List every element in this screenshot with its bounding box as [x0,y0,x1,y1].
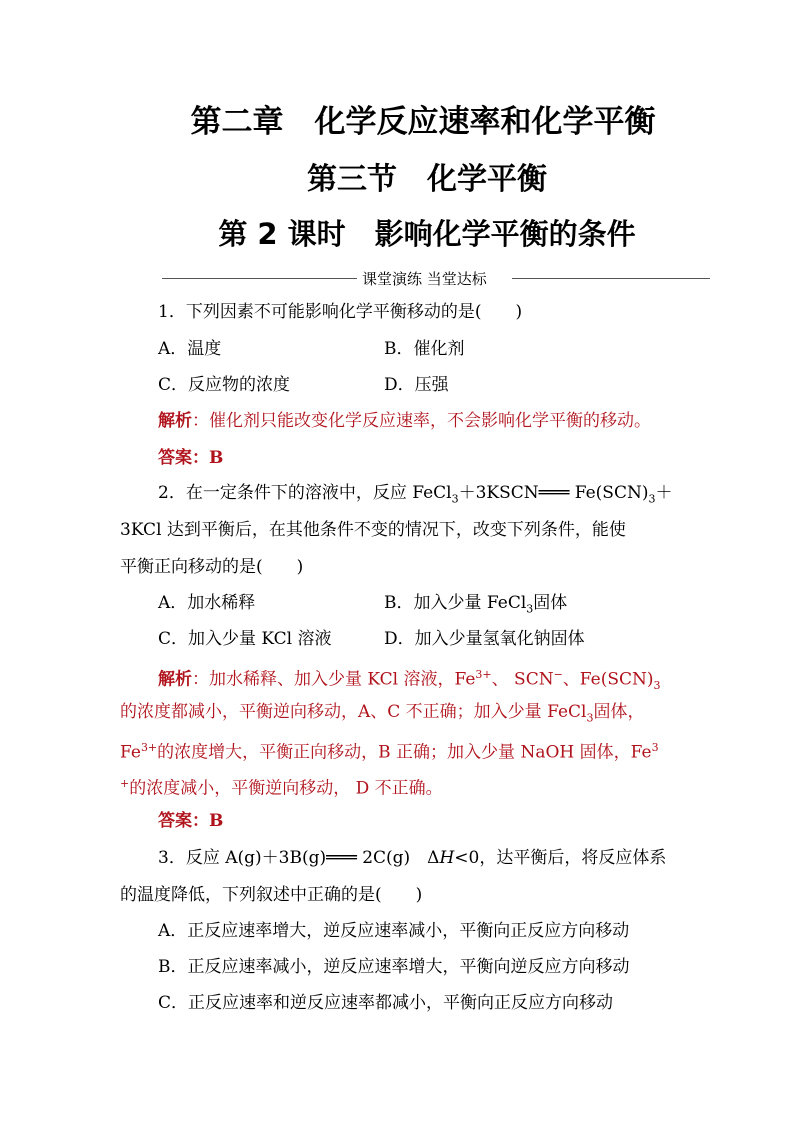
enthalpy-symbol: H [439,848,455,868]
lesson-title: 第 2 课时 影响化学平衡的条件 [218,217,636,251]
q1-option-d: D．压强 [384,375,449,395]
chapter-title: 第二章 化学反应速率和化学平衡 [190,104,656,140]
analysis-label: 解析 [158,669,192,690]
superscript: 3+ [475,668,492,681]
answer-label: 答案 [158,811,192,831]
q2-option-b-text: 固体 [533,593,568,613]
q2-analysis-text: 的浓度都减小，平衡逆向移动，A、C 不正确；加入少量 FeCl [120,702,587,722]
q2-option-b [384,592,567,620]
banner-rule-right [512,278,710,279]
subscript: 3 [526,602,534,616]
q2-analysis-text: Fe [120,742,141,763]
q3-option-a: A．正反应速率增大，逆反应速率减小，平衡向正反应方向移动 [158,921,630,941]
q2-analysis-text: 的浓度减小，平衡逆向移动， D 不正确。 [129,778,443,799]
superscript: + [120,777,130,790]
q3-stem-text: <0，达平衡后，将反应体系 [454,848,667,868]
q3-option-b: B．正反应速率减小，逆反应速率增大，平衡向逆反应方向移动 [158,957,630,977]
section-banner [162,268,710,288]
subscript: 3 [653,679,661,693]
banner-rule-left [162,278,357,279]
q2-answer-value: ：B [192,811,224,831]
q3-stem-line2: 的温度降低，下列叙述中正确的是( ) [120,885,423,905]
q2-option-a: A．加水稀释 [158,593,256,613]
q1-analysis [158,410,651,432]
q2-analysis-line4 [120,773,443,800]
q2-analysis-line1 [158,664,661,697]
q2-stem-line1 [158,482,672,510]
q1-option-b: B．催化剂 [384,339,465,359]
q2-stem-text: ＋ [655,483,673,503]
banner-label: 课堂演练 当堂达标 [362,270,487,288]
q2-analysis-line2 [120,701,644,729]
q2-analysis-text: 、Fe(SCN) [562,669,654,690]
q2-stem-text: ＋3KSCN═══ Fe(SCN) [458,483,649,503]
q1-answer [158,447,223,469]
q2-analysis-text: 固体， [593,702,645,722]
q2-stem-line3: 平衡正向移动的是( ) [120,557,304,577]
superscript: − [553,668,563,681]
q3-option-c: C．正反应速率和逆反应速率都减小，平衡向正反应方向移动 [158,993,614,1013]
q3-stem-line1 [158,847,666,869]
analysis-label: 解析 [158,411,192,431]
q2-analysis-text: ：加水稀释、加入少量 KCl 溶液，Fe [192,669,476,690]
q2-stem-text: 2．在一定条件下的溶液中，反应 FeCl [158,483,452,503]
q2-analysis-line3 [120,737,659,764]
section-title: 第三节 化学平衡 [307,162,547,197]
q2-option-d: D．加入少量氢氧化钠固体 [384,629,585,649]
q1-stem: 1．下列因素不可能影响化学平衡移动的是( ) [158,302,523,322]
q2-analysis-text: 、 SCN [491,669,554,690]
q2-analysis-text: 的浓度增大，平衡正向移动，B 正确；加入少量 NaOH 固体，Fe [157,742,652,763]
answer-label: 答案 [158,448,192,468]
q1-option-c: C．反应物的浓度 [158,375,291,395]
q1-analysis-text: ：催化剂只能改变化学反应速率，不会影响化学平衡的移动。 [192,411,651,431]
q1-option-a: A．温度 [158,339,222,359]
q2-answer [158,810,223,832]
q2-option-b-text: B．加入少量 FeCl [384,593,527,613]
superscript: 3 [651,741,659,754]
subscript: 3 [451,492,459,506]
q2-stem-line2: 3KCl 达到平衡后，在其他条件不变的情况下，改变下列条件，能使 [120,520,626,540]
subscript: 3 [586,711,594,725]
q1-answer-value: ：B [192,448,224,468]
q3-stem-text: 3．反应 A(g)＋3B(g)═══ 2C(g) Δ [158,848,440,868]
subscript: 3 [648,492,656,506]
q2-option-c: C．加入少量 KCl 溶液 [158,629,332,649]
superscript: 3+ [140,741,158,754]
